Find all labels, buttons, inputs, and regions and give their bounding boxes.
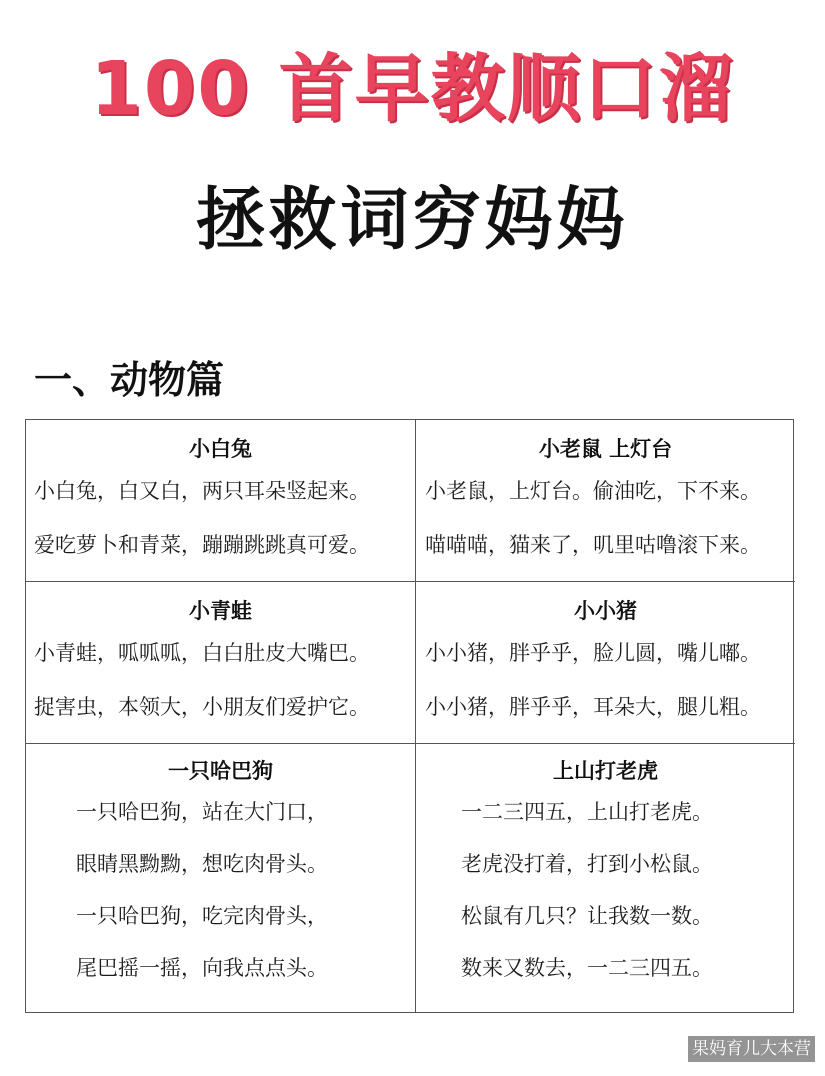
watermark: 果妈育儿大本营 (688, 1036, 815, 1062)
poem-line: 小白兔，白又白，两只耳朵竖起来。 (34, 479, 370, 503)
poem-cell-pug-dog (26, 744, 416, 1012)
page-subtitle: 拯救词穷妈妈 (196, 181, 629, 260)
poem-title: 上山打老虎 (553, 759, 658, 783)
page-title: 100 首早教顺口溜 (90, 46, 735, 132)
poem-cell-little-pig (416, 582, 795, 744)
poem-line: 一只哈巴狗，站在大门口， (76, 800, 328, 824)
poem-cell-little-frog (26, 582, 416, 744)
poem-line: 小老鼠，上灯台。偷油吃，下不来。 (425, 479, 761, 503)
poem-cell-tiger (416, 744, 795, 1012)
poem-line: 小青蛙，呱呱呱，白白肚皮大嘴巴。 (34, 641, 370, 665)
poem-line: 爱吃萝卜和青菜，蹦蹦跳跳真可爱。 (34, 533, 370, 557)
poem-title: 小白兔 (189, 437, 252, 461)
poem-cell-little-rabbit (26, 420, 416, 582)
poem-title: 小青蛙 (189, 599, 252, 623)
poem-table (25, 419, 794, 1013)
poem-title: 一只哈巴狗 (168, 759, 273, 783)
poem-title: 小小猪 (574, 599, 637, 623)
section-heading: 一、动物篇 (34, 358, 225, 402)
poem-title: 小老鼠 上灯台 (538, 437, 673, 461)
poem-line: 尾巴摇一摇，向我点点头。 (76, 956, 328, 980)
poem-line: 小小猪，胖乎乎，耳朵大，腿儿粗。 (425, 695, 761, 719)
poem-line: 数来又数去，一二三四五。 (461, 956, 713, 980)
poem-line: 老虎没打着，打到小松鼠。 (461, 852, 713, 876)
poem-cell-little-mouse (416, 420, 795, 582)
poem-line: 松鼠有几只？让我数一数。 (461, 904, 713, 928)
poem-line: 捉害虫，本领大，小朋友们爱护它。 (34, 695, 370, 719)
poem-line: 一二三四五，上山打老虎。 (461, 800, 713, 824)
poem-line: 眼睛黑黝黝，想吃肉骨头。 (76, 852, 328, 876)
poem-line: 一只哈巴狗，吃完肉骨头， (76, 904, 328, 928)
poem-line: 喵喵喵，猫来了，叽里咕噜滚下来。 (425, 533, 761, 557)
poem-line: 小小猪，胖乎乎，脸儿圆，嘴儿嘟。 (425, 641, 761, 665)
